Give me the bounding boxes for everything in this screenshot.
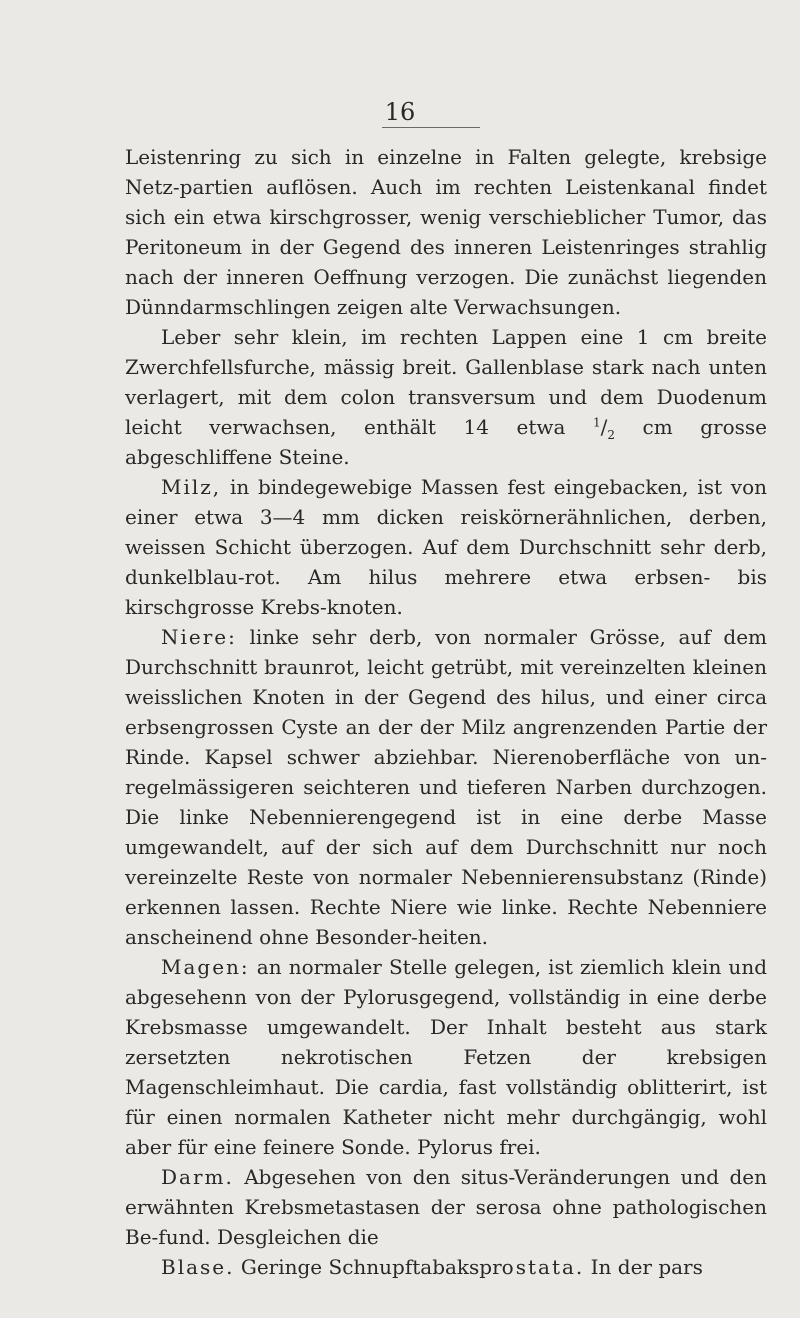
section-heading-blase: Blase.	[161, 1255, 235, 1279]
section-heading-milz: Milz,	[161, 475, 222, 499]
paragraph-text: an normaler Stelle gelegen, ist ziemlich klein und abgesehenn von der Pylorusgegend, vollständig in eine derbe Krebsmasse umgewandelt. Der Inhalt besteht aus stark zersetzten nekrotischen Fetzen der krebsigen Magenschleimhaut. Die cardia, fast vollständig oblitterirt, ist für einen normalen Katheter nicht mehr durchgängig, wohl aber für eine feinere Sonde. Pylorus frei.	[125, 955, 767, 1159]
fraction-numerator: 1	[592, 415, 601, 430]
paragraph-magen	[125, 952, 767, 1162]
paragraph-blase	[125, 1252, 767, 1282]
section-heading-prostata: ostata.	[501, 1255, 585, 1279]
section-heading-darm: Darm.	[161, 1165, 234, 1189]
paragraph-niere	[125, 622, 767, 952]
section-heading-magen: Magen:	[161, 955, 250, 979]
paragraph-leber	[125, 322, 767, 472]
paragraph-text: cm grosse abgeschliffene Steine.	[125, 415, 767, 469]
half-fraction: $^1/_2$	[592, 415, 615, 442]
paragraph-text: in bindegewebige Massen fest eingebacken, ist von einer etwa 3—4 mm dicken reiskörnerähnlichen, derben, weissen Schicht überzogen. Auf dem Durchschnitt sehr derb, dunkelblau-rot. Am hilus mehrere etwa erbsen- bis kirschgrosse Krebs-knoten.	[125, 475, 767, 619]
paragraph-darm	[125, 1162, 767, 1252]
paragraph-text: In der pars	[584, 1255, 703, 1279]
body-text	[125, 142, 767, 1282]
paragraph-text: Geringe Schnupftabakspr	[234, 1255, 502, 1279]
section-heading-niere: Niere:	[161, 625, 237, 649]
paragraph-text: Abgesehen von den situs-Veränderungen und den erwähnten Krebsmetastasen der serosa ohne pathologischen Be-fund. Desgleichen die	[125, 1165, 767, 1249]
paragraph-text: Leistenring zu sich in einzelne in Falten gelegte, krebsige Netz-partien auflösen. Auch im rechten Leistenkanal findet sich ein etwa kirschgrosser, wenig verschieblicher Tumor, das Peritoneum in der Gegend des inneren Leistenringes strahlig nach der inneren Oeffnung verzogen. Die zunächst liegenden Dünndarmschlingen zeigen alte Verwachsungen.	[125, 145, 767, 319]
paragraph-text: linke sehr derb, von normaler Grösse, auf dem Durchschnitt braunrot, leicht getrübt, mit vereinzelten kleinen weisslichen Knoten in der Gegend des hilus, und einer circa erbsengrossen Cyste an der der Milz angrenzenden Partie der Rinde. Kapsel schwer abziehbar. Nierenoberfläche von un-regelmässigeren seichteren und tieferen Narben durchzogen. Die linke Nebennierengegend ist in eine derbe Masse umgewandelt, auf der sich auf dem Durchschnitt nur noch vereinzelte Reste von normaler Nebennierensubstanz (Rinde) erkennen lassen. Rechte Niere wie linke. Rechte Nebenniere anscheinend ohne Besonder-heiten.	[125, 625, 767, 949]
page-number-rule	[382, 127, 480, 128]
paragraph-text: Leber sehr klein, im rechten Lappen eine 1 cm breite Zwerchfellsfurche, mässig breit. Gallenblase stark nach unten verlagert, mit dem colon transversum und dem Duodenum leicht verwachsen, enthält 14 etwa	[125, 325, 767, 439]
page-number: 16	[384, 98, 416, 126]
paragraph-milz	[125, 472, 767, 622]
paragraph-peritoneum	[125, 142, 767, 322]
fraction-denominator: 2	[607, 428, 615, 442]
